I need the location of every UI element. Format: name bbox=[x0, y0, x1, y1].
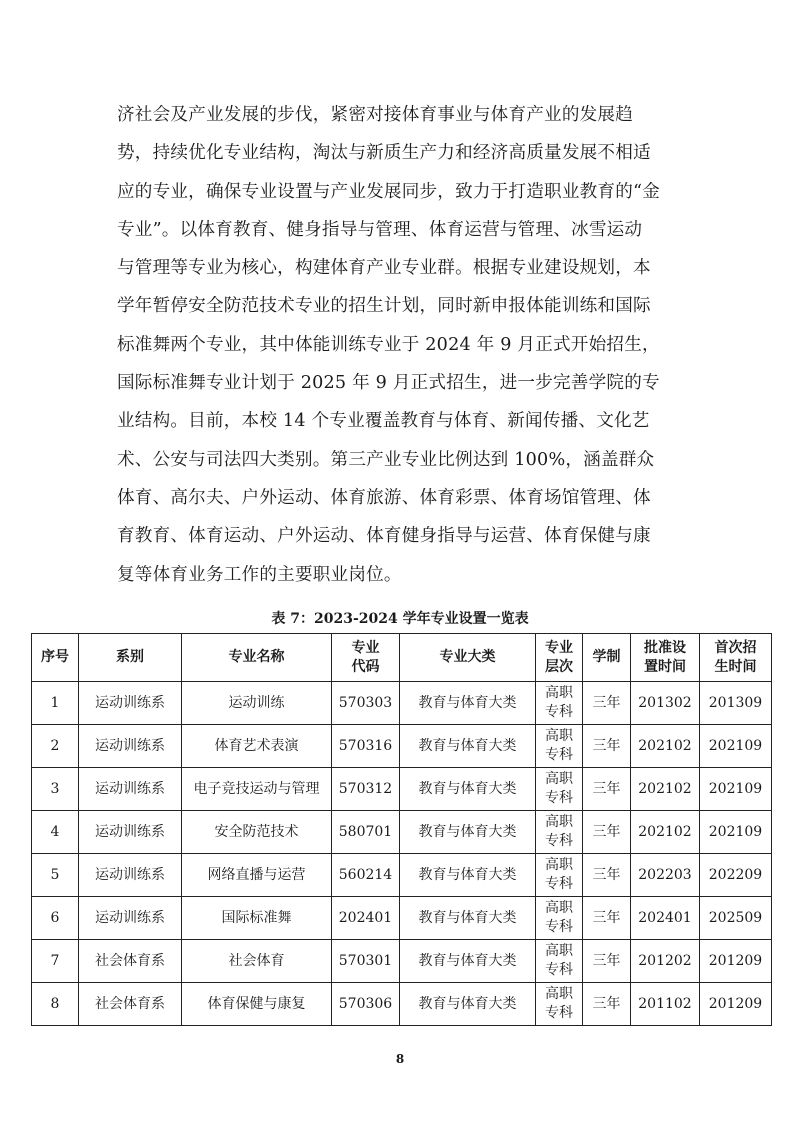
cell-category: 教育与体育大类 bbox=[400, 983, 536, 1026]
paragraph-line: 势，持续优化专业结构，淘汰与新质生产力和经济高质量发展不相适 bbox=[117, 143, 651, 164]
cell-code: 570306 bbox=[332, 983, 400, 1026]
table-row bbox=[32, 854, 772, 897]
table-row bbox=[32, 682, 772, 725]
paragraph-line: 与管理等专业为核心，构建体育产业专业群。根据专业建设规划，本 bbox=[117, 258, 651, 279]
cell-name: 安全防范技术 bbox=[182, 811, 332, 854]
cell-first-enroll: 202209 bbox=[700, 854, 772, 897]
paragraph-line: 术、公安与司法四大类别。第三产业专业比例达到 100%，涵盖群众 bbox=[117, 449, 655, 470]
cell-code: 560214 bbox=[332, 854, 400, 897]
cell-seq: 7 bbox=[32, 940, 79, 983]
cell-name: 网络直播与运营 bbox=[182, 854, 332, 897]
cell-name: 电子竞技运动与管理 bbox=[182, 768, 332, 811]
cell-name: 国际标准舞 bbox=[182, 897, 332, 940]
cell-first-enroll: 201209 bbox=[700, 940, 772, 983]
header-first-enroll: 首次招 生时间 bbox=[700, 634, 772, 682]
header-duration: 学制 bbox=[583, 634, 631, 682]
header-seq: 序号 bbox=[32, 634, 79, 682]
cell-duration: 三年 bbox=[583, 940, 631, 983]
cell-level: 高职 专科 bbox=[536, 768, 583, 811]
table-caption: 表 7：2023-2024 学年专业设置一览表 bbox=[271, 611, 529, 627]
table-row bbox=[32, 811, 772, 854]
cell-seq: 4 bbox=[32, 811, 79, 854]
table-row bbox=[32, 983, 772, 1026]
cell-first-enroll: 202109 bbox=[700, 768, 772, 811]
header-level: 专业 层次 bbox=[536, 634, 583, 682]
cell-first-enroll: 202109 bbox=[700, 725, 772, 768]
header-dept: 系别 bbox=[79, 634, 182, 682]
cell-first-enroll: 202509 bbox=[700, 897, 772, 940]
cell-approved: 201202 bbox=[631, 940, 700, 983]
cell-name: 体育艺术表演 bbox=[182, 725, 332, 768]
cell-duration: 三年 bbox=[583, 768, 631, 811]
cell-level: 高职 专科 bbox=[536, 897, 583, 940]
cell-approved: 202102 bbox=[631, 811, 700, 854]
paragraph-line: 复等体育业务工作的主要职业岗位。 bbox=[117, 564, 402, 585]
cell-category: 教育与体育大类 bbox=[400, 682, 536, 725]
cell-level: 高职 专科 bbox=[536, 811, 583, 854]
cell-dept: 社会体育系 bbox=[79, 983, 182, 1026]
cell-name: 社会体育 bbox=[182, 940, 332, 983]
cell-category: 教育与体育大类 bbox=[400, 854, 536, 897]
cell-approved: 202401 bbox=[631, 897, 700, 940]
cell-category: 教育与体育大类 bbox=[400, 768, 536, 811]
paragraph-line: 业结构。目前，本校 14 个专业覆盖教育与体育、新闻传播、文化艺 bbox=[117, 411, 650, 432]
cell-duration: 三年 bbox=[583, 811, 631, 854]
cell-level: 高职 专科 bbox=[536, 983, 583, 1026]
cell-level: 高职 专科 bbox=[536, 725, 583, 768]
cell-code: 580701 bbox=[332, 811, 400, 854]
paragraph-line: 学年暂停安全防范技术专业的招生计划，同时新申报体能训练和国际 bbox=[117, 296, 651, 317]
paragraph-line: 国际标准舞专业计划于 2025 年 9 月正式招生，进一步完善学院的专 bbox=[117, 373, 660, 394]
table-row bbox=[32, 897, 772, 940]
table-row bbox=[32, 725, 772, 768]
cell-category: 教育与体育大类 bbox=[400, 940, 536, 983]
cell-first-enroll: 201309 bbox=[700, 682, 772, 725]
header-code: 专业 代码 bbox=[332, 634, 400, 682]
cell-code: 570312 bbox=[332, 768, 400, 811]
cell-dept: 运动训练系 bbox=[79, 768, 182, 811]
cell-code: 570316 bbox=[332, 725, 400, 768]
cell-approved: 202102 bbox=[631, 768, 700, 811]
cell-category: 教育与体育大类 bbox=[400, 897, 536, 940]
body-paragraph bbox=[117, 96, 683, 594]
cell-seq: 3 bbox=[32, 768, 79, 811]
major-table bbox=[31, 633, 772, 1026]
cell-level: 高职 专科 bbox=[536, 682, 583, 725]
cell-level: 高职 专科 bbox=[536, 940, 583, 983]
cell-seq: 5 bbox=[32, 854, 79, 897]
cell-duration: 三年 bbox=[583, 897, 631, 940]
cell-approved: 202203 bbox=[631, 854, 700, 897]
cell-code: 570303 bbox=[332, 682, 400, 725]
cell-dept: 运动训练系 bbox=[79, 897, 182, 940]
cell-seq: 2 bbox=[32, 725, 79, 768]
cell-approved: 201302 bbox=[631, 682, 700, 725]
page-number: 8 bbox=[395, 1052, 405, 1066]
cell-duration: 三年 bbox=[583, 854, 631, 897]
cell-dept: 运动训练系 bbox=[79, 682, 182, 725]
paragraph-line: 体育、高尔夫、户外运动、体育旅游、体育彩票、体育场馆管理、体 bbox=[117, 487, 651, 508]
cell-dept: 运动训练系 bbox=[79, 854, 182, 897]
paragraph-line: 标准舞两个专业，其中体能训练专业于 2024 年 9 月正式开始招生， bbox=[117, 334, 660, 355]
cell-duration: 三年 bbox=[583, 682, 631, 725]
cell-duration: 三年 bbox=[583, 983, 631, 1026]
cell-seq: 6 bbox=[32, 897, 79, 940]
table-row bbox=[32, 768, 772, 811]
cell-dept: 社会体育系 bbox=[79, 940, 182, 983]
cell-seq: 1 bbox=[32, 682, 79, 725]
table-header-row bbox=[32, 634, 772, 682]
paragraph-line: 专业”。以体育教育、健身指导与管理、体育运营与管理、冰雪运动 bbox=[117, 219, 643, 240]
cell-dept: 运动训练系 bbox=[79, 811, 182, 854]
header-approved: 批准设 置时间 bbox=[631, 634, 700, 682]
cell-first-enroll: 202109 bbox=[700, 811, 772, 854]
cell-dept: 运动训练系 bbox=[79, 725, 182, 768]
cell-approved: 201102 bbox=[631, 983, 700, 1026]
cell-level: 高职 专科 bbox=[536, 854, 583, 897]
cell-name: 运动训练 bbox=[182, 682, 332, 725]
paragraph-line: 济社会及产业发展的步伐，紧密对接体育事业与体育产业的发展趋 bbox=[117, 105, 634, 125]
cell-approved: 202102 bbox=[631, 725, 700, 768]
paragraph-line: 应的专业，确保专业设置与产业发展同步，致力于打造职业教育的“金 bbox=[117, 181, 661, 202]
cell-first-enroll: 201209 bbox=[700, 983, 772, 1026]
cell-name: 体育保健与康复 bbox=[182, 983, 332, 1026]
header-category: 专业大类 bbox=[400, 634, 536, 682]
cell-duration: 三年 bbox=[583, 725, 631, 768]
paragraph-line: 育教育、体育运动、户外运动、体育健身指导与运营、体育保健与康 bbox=[117, 526, 651, 547]
table-row bbox=[32, 940, 772, 983]
cell-code: 202401 bbox=[332, 897, 400, 940]
cell-code: 570301 bbox=[332, 940, 400, 983]
header-name: 专业名称 bbox=[182, 634, 332, 682]
cell-category: 教育与体育大类 bbox=[400, 725, 536, 768]
cell-seq: 8 bbox=[32, 983, 79, 1026]
cell-category: 教育与体育大类 bbox=[400, 811, 536, 854]
